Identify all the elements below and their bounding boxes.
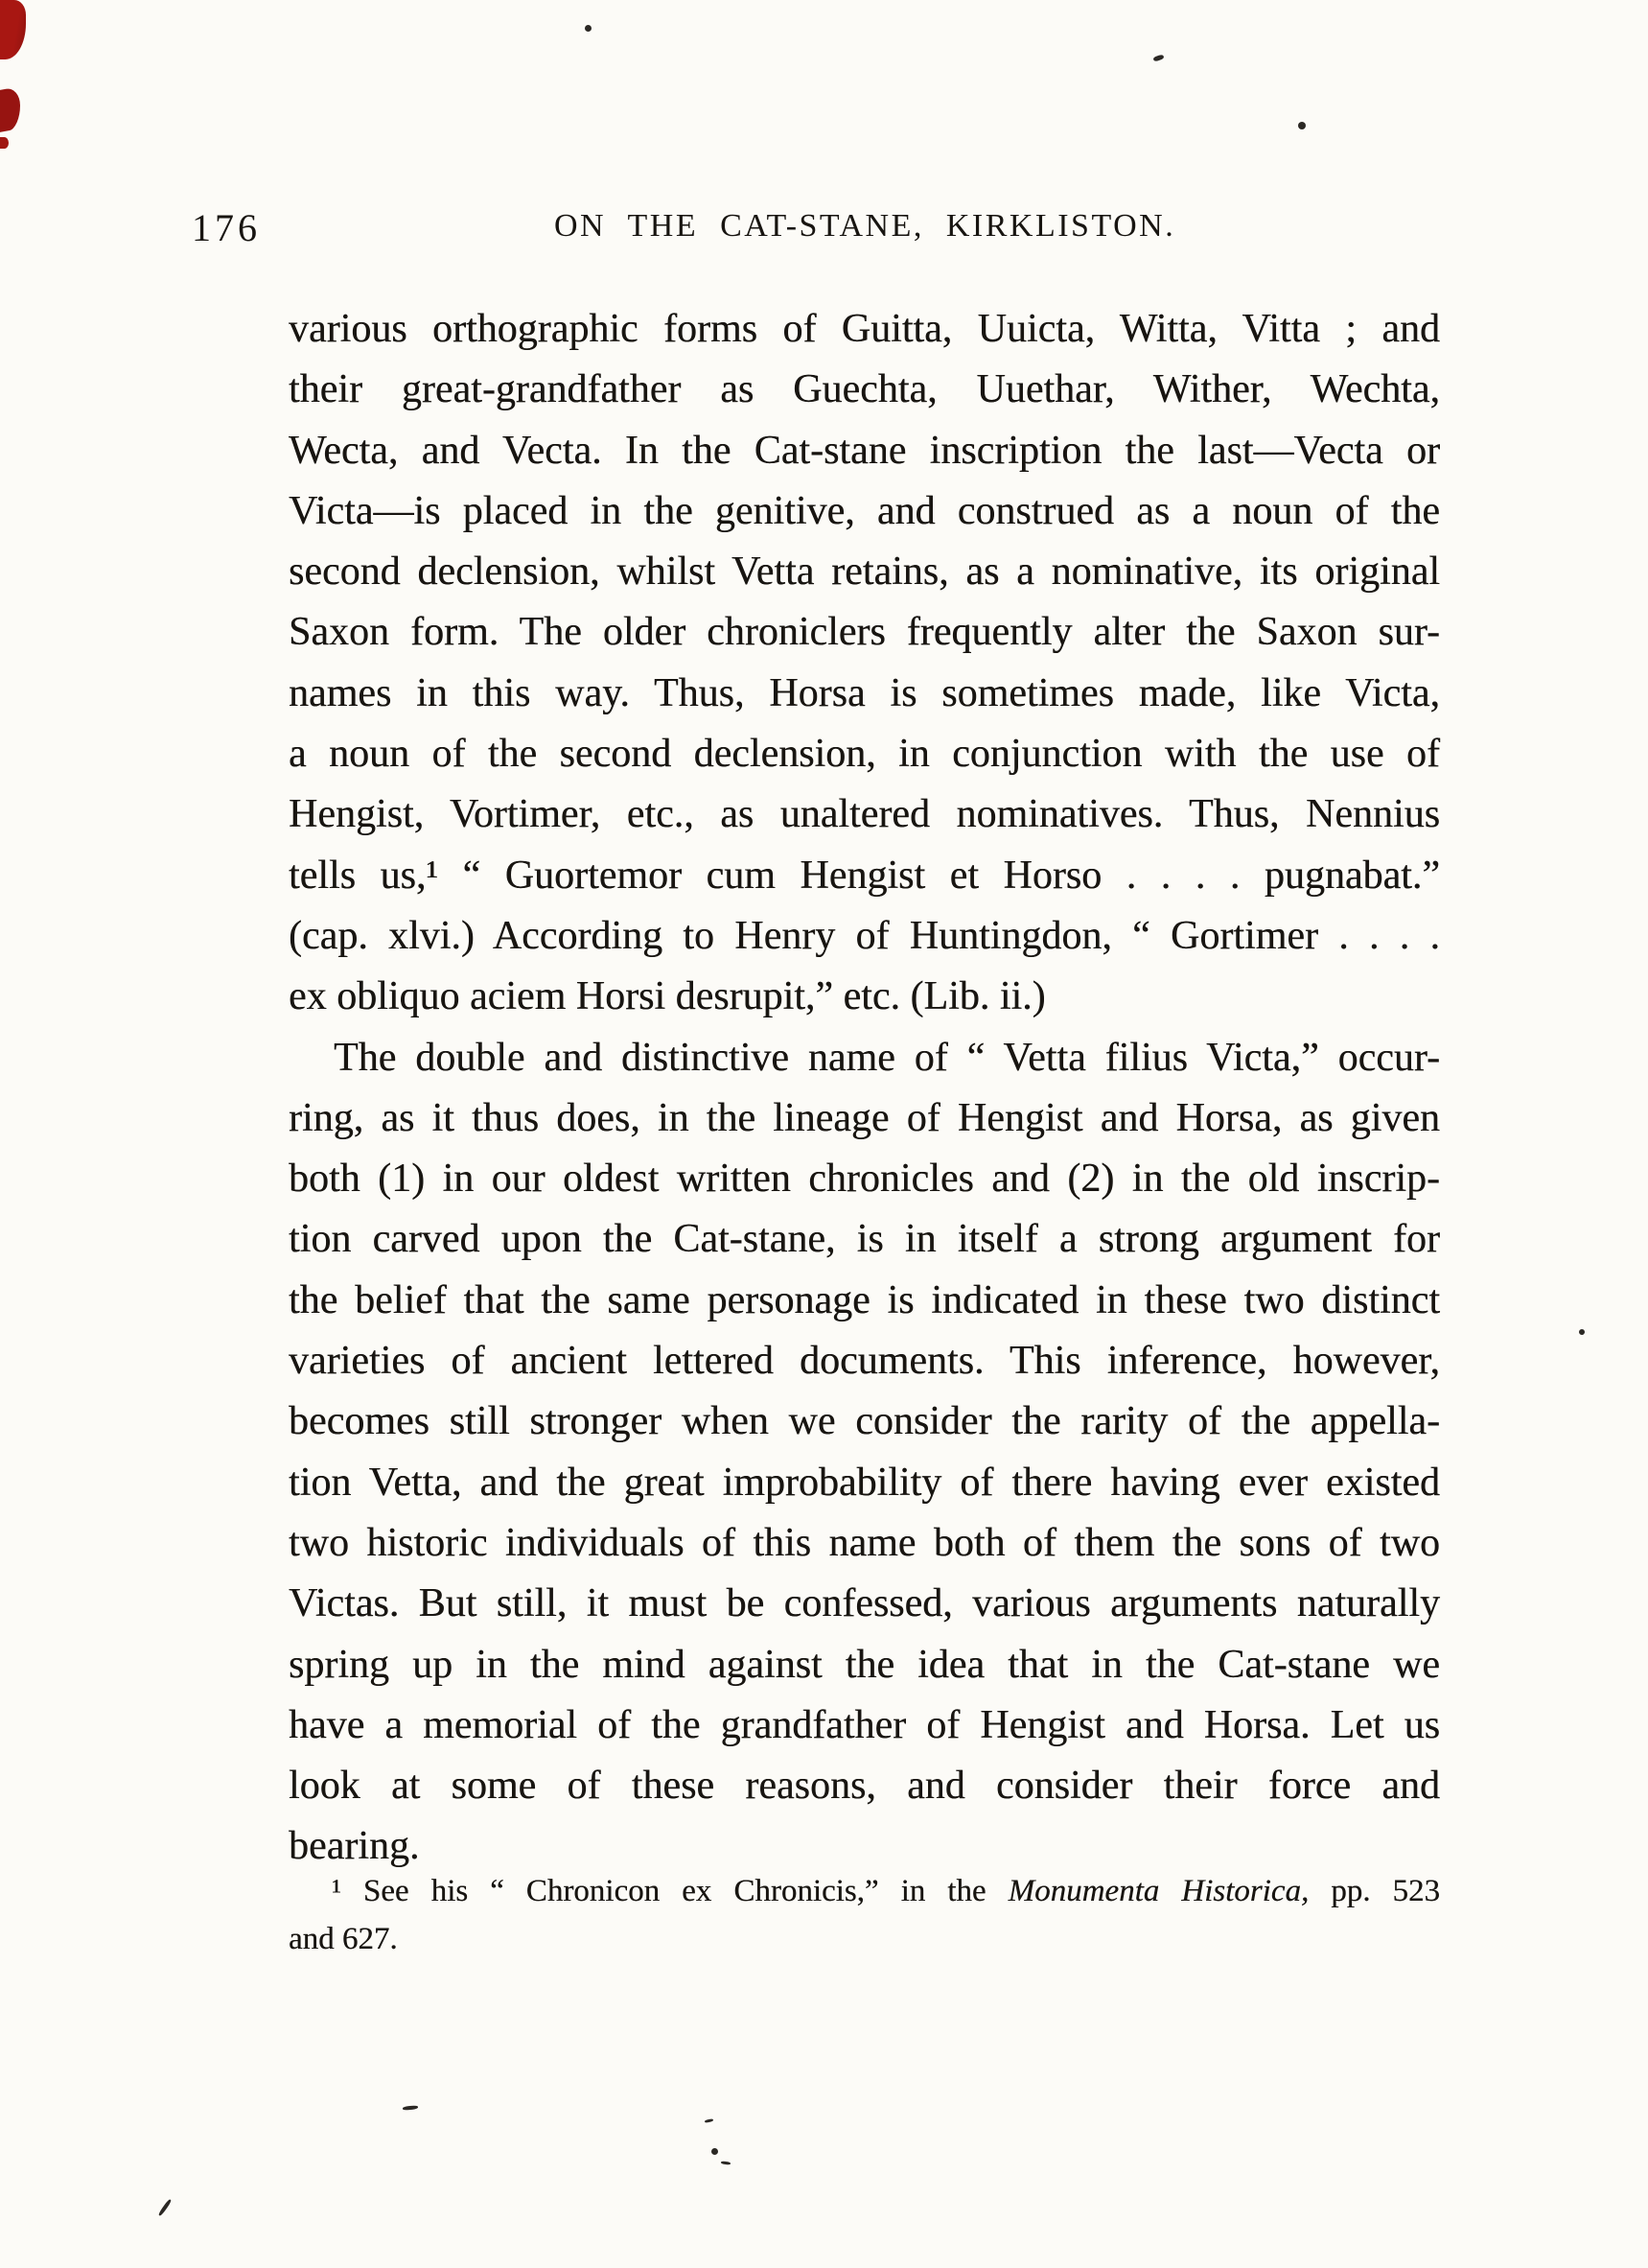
text-line: various orthographic forms of Guitta, Uuicta, Witta, Vitta ; and	[289, 307, 1440, 351]
footnote-work-title: Monumenta Historica,	[1008, 1874, 1310, 1908]
ink-speck	[585, 25, 592, 32]
text-line: ring, as it thus does, in the lineage of Hengist and Horsa, as given	[289, 1095, 1440, 1140]
text-line: their great-grandfather as Guechta, Uuethar, Wither, Wechta,	[289, 367, 1440, 412]
ink-speck	[1298, 122, 1306, 129]
text-line: Victas. But still, it must be confessed, various arguments naturally	[289, 1581, 1440, 1626]
red-ink-stain	[0, 0, 26, 59]
text-line: have a memorial of the grandfather of Hengist and Horsa. Let us	[289, 1702, 1440, 1747]
footnote-line	[289, 1867, 1440, 1915]
text-line: the belief that the same personage is indicated in these two distinct	[289, 1277, 1440, 1322]
page-header	[192, 205, 1440, 253]
text-line: a noun of the second declension, in conjunction with the use of	[289, 732, 1440, 777]
text-line: tion carved upon the Cat-stane, is in itself a strong argument for	[289, 1217, 1440, 1262]
paragraph-2	[289, 1028, 1440, 1878]
text-line: second declension, whilst Vetta retains, as a nominative, its original	[289, 549, 1440, 595]
text-line: The double and distinctive name of “ Vetta filius Victa,” occur-	[334, 1035, 1440, 1080]
text-line: tells us,¹ “ Guortemor cum Hengist et Horso . . . . pugnabat.”	[289, 853, 1440, 898]
text-line: look at some of these reasons, and consider their force and	[289, 1764, 1440, 1809]
paragraph-1	[289, 299, 1440, 1028]
text-line: Hengist, Vortimer, etc., as unaltered nominatives. Thus, Nennius	[289, 792, 1440, 837]
page-number: 176	[192, 206, 261, 249]
text-line: Saxon form. The older chroniclers frequently alter the Saxon sur-	[289, 610, 1440, 655]
footnote-line: and 627.	[289, 1922, 398, 1956]
text-line: two historic individuals of this name both of them the sons of two	[289, 1520, 1440, 1565]
ink-speck	[158, 2199, 173, 2217]
red-ink-stain	[0, 137, 9, 149]
red-ink-stain	[0, 86, 20, 132]
text-line: Victa—is placed in the genitive, and construed as a noun of the	[289, 488, 1440, 533]
ink-speck	[721, 2161, 731, 2164]
text-line: varieties of ancient lettered documents. This inference, however,	[289, 1339, 1440, 1384]
text-line: tion Vetta, and the great improbability of there having ever existed	[289, 1460, 1440, 1505]
text-line: (cap. xlvi.) According to Henry of Huntingdon, “ Gortimer . . . .	[289, 913, 1440, 958]
text-line: Wecta, and Vecta. In the Cat-stane inscription the last—Vecta or	[289, 428, 1440, 473]
ink-speck	[403, 2105, 418, 2111]
text-line: spring up in the mind against the idea that in the Cat-stane we	[289, 1642, 1440, 1687]
footnote-text: ¹ See his “ Chronicon ex Chronicis,” in the	[332, 1874, 1009, 1908]
page-text	[289, 299, 1440, 1878]
footnote-text: pp. 523	[1309, 1874, 1441, 1908]
footnote	[289, 1867, 1440, 1963]
ink-speck	[1579, 1329, 1585, 1335]
text-line: names in this way. Thus, Horsa is sometimes made, like Victa,	[289, 670, 1440, 715]
text-line: bearing.	[289, 1824, 420, 1869]
running-title: ON THE CAT-STANE, KIRKLISTON.	[554, 208, 1176, 244]
ink-speck	[1152, 54, 1164, 61]
text-line: ex obliquo aciem Horsi desrupit,” etc. (Lib. ii.)	[289, 974, 1046, 1019]
text-line: becomes still stronger when we consider the rarity of the appella-	[289, 1399, 1440, 1444]
ink-speck	[705, 2118, 713, 2123]
ink-speck	[711, 2148, 718, 2155]
text-line: both (1) in our oldest written chronicles and (2) in the old inscrip-	[289, 1157, 1440, 1202]
